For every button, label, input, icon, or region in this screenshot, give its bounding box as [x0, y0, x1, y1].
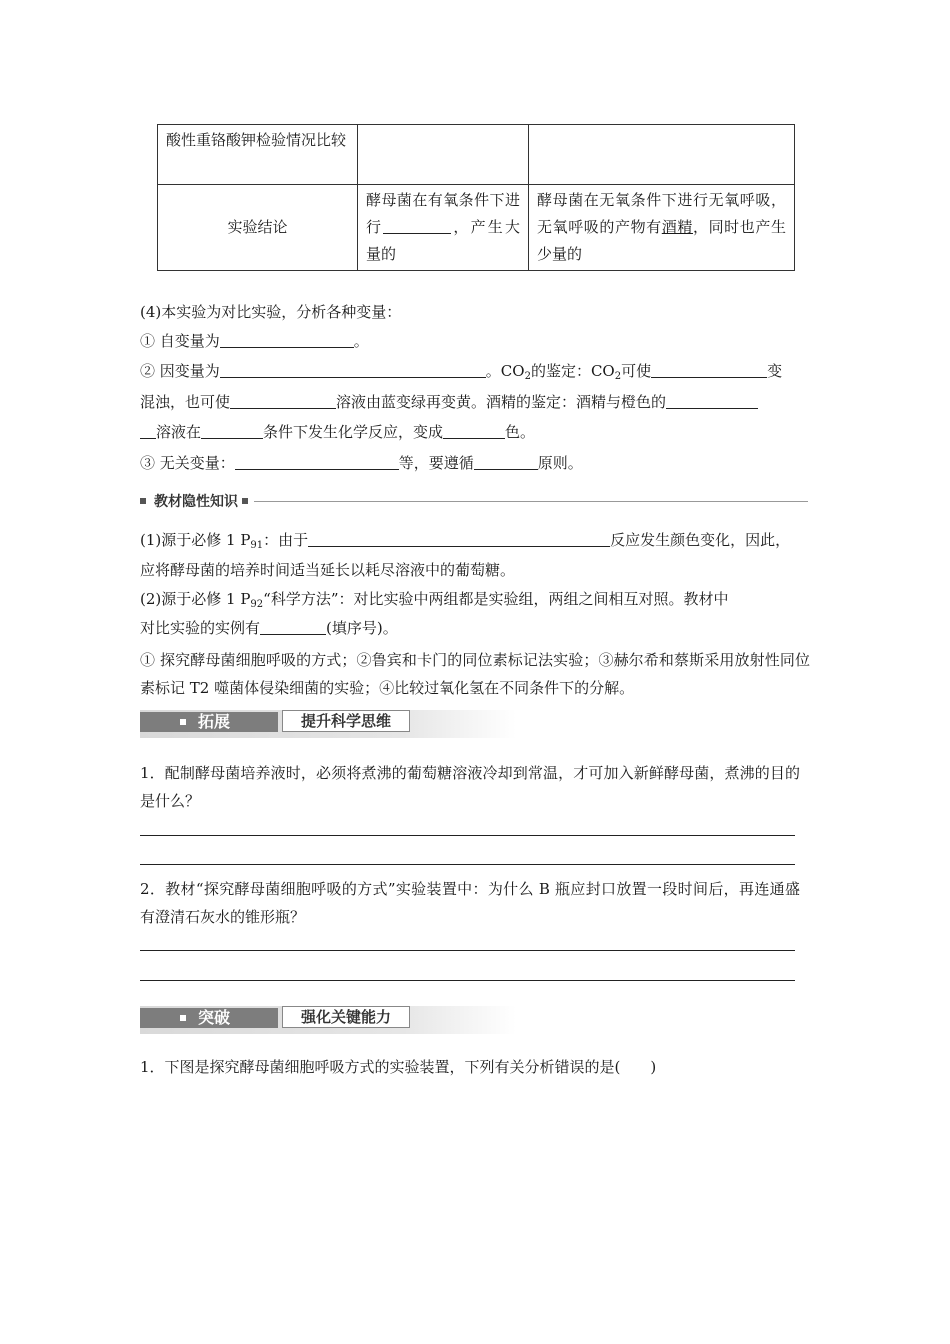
- answer-blank[interactable]: [443, 423, 505, 439]
- aerobic-cell: [358, 125, 529, 185]
- answer-blank[interactable]: [235, 454, 399, 470]
- square-bullet-icon: [180, 1015, 186, 1021]
- text: 条件下发生化学反应，变成: [263, 423, 444, 441]
- text: ③ 无关变量：: [140, 454, 235, 472]
- section-header: [140, 492, 808, 510]
- text: “科学方法”：对比实验中两组都是实验组，两组之间相互对照。教材中: [263, 590, 729, 608]
- square-bullet-icon: [180, 719, 186, 725]
- anaerobic-cell: [529, 185, 795, 271]
- answer-blank[interactable]: [260, 619, 326, 635]
- answer-blank[interactable]: [140, 423, 156, 439]
- answer-blank[interactable]: [474, 454, 538, 470]
- divider: [254, 501, 808, 502]
- cell-text: 酵母菌在有氧条件下进行: [366, 191, 520, 236]
- text: 色。: [505, 423, 536, 441]
- text: 变: [767, 362, 783, 380]
- section-title: 教材隐性知识: [154, 494, 238, 510]
- answer-blank[interactable]: [230, 393, 336, 409]
- text: (2)源于必修 1 P: [140, 590, 251, 608]
- q4-line-2: [140, 357, 812, 385]
- banner-extension: [140, 710, 516, 738]
- ext-question-1: 1．配制酵母菌培养液时，必须将煮沸的葡萄糖溶液冷却到常温，才可加入新鲜酵母菌，煮沸的目的是什么？: [140, 764, 800, 810]
- banner-label-box: [140, 712, 278, 732]
- text: ：由于: [263, 531, 309, 549]
- square-bullet-icon: [140, 498, 146, 504]
- text: 溶液由蓝变绿再变黄。酒精的鉴定：酒精与橙色的: [336, 393, 667, 411]
- hidden-p3: ① 探究酵母菌细胞呼吸的方式；②鲁宾和卡门的同位素标记法实验；③赫尔希和蔡斯采用放射性同位素标记 T2 噬菌体侵染细菌的实验；④比较过氧化氢在不同条件下的分解。: [140, 651, 810, 697]
- text: 可使: [621, 362, 652, 380]
- banner-breakthrough: [140, 1006, 516, 1034]
- text: 等，要遵循: [398, 454, 474, 472]
- answer-line[interactable]: [140, 980, 795, 981]
- q4-line-1: [140, 327, 812, 355]
- q4-line-5: [140, 449, 812, 477]
- banner-label: 拓展: [198, 712, 231, 731]
- aerobic-cell: [358, 185, 529, 271]
- answer-blank[interactable]: [220, 332, 354, 348]
- hidden-p2-line-1: [140, 585, 812, 613]
- text: 。: [353, 332, 369, 350]
- text: 原则。: [537, 454, 583, 472]
- underlined-answer: 酒精: [661, 218, 693, 236]
- cell-text: ，产生大量的: [366, 218, 520, 263]
- answer-line[interactable]: [140, 864, 795, 865]
- table-row: [158, 125, 795, 185]
- square-bullet-icon: [242, 498, 248, 504]
- answer-line[interactable]: [140, 835, 795, 836]
- answer-blank[interactable]: [383, 218, 451, 234]
- q4-intro: (4)本实验为对比实验，分析各种变量：: [140, 303, 402, 321]
- text: 混浊，也可使: [140, 393, 231, 411]
- subscript: 2: [524, 371, 531, 382]
- text: ① 自变量为: [140, 332, 220, 350]
- row-label: 实验结论: [158, 185, 358, 271]
- q4-line-4: [140, 418, 812, 446]
- comparison-table: [157, 124, 795, 271]
- ext-question-2: 2．教材“探究酵母菌细胞呼吸的方式”实验装置中：为什么 B 瓶应封口放置一段时间后，再连通盛有澄清石灰水的锥形瓶？: [140, 880, 800, 926]
- cell-text: ，同时也产生少量的: [537, 218, 786, 263]
- answer-blank[interactable]: [201, 423, 263, 439]
- anaerobic-cell: [529, 125, 795, 185]
- text: 。CO: [485, 362, 525, 380]
- answer-blank[interactable]: [666, 393, 758, 409]
- breakthrough-question-1: 1．下图是探究酵母菌细胞呼吸方式的实验装置，下列有关分析错误的是( ): [140, 1058, 657, 1076]
- answer-line[interactable]: [140, 950, 795, 951]
- text: (填序号)。: [326, 619, 398, 637]
- table-row: [158, 185, 795, 271]
- banner-sub: 强化关键能力: [300, 1008, 391, 1026]
- hidden-p1-line-2: 应将酵母菌的培养时间适当延长以耗尽溶液中的葡萄糖。: [140, 561, 516, 579]
- q4-line-3: [140, 388, 812, 416]
- answer-blank[interactable]: [308, 531, 610, 547]
- text: 对比实验的实例有: [140, 619, 261, 637]
- banner-label: 突破: [198, 1008, 231, 1027]
- answer-blank[interactable]: [220, 362, 486, 378]
- answer-blank[interactable]: [651, 362, 767, 378]
- cell-text: 酵母菌在无氧条件下进行无氧呼吸，无氧呼吸的产物有: [537, 191, 786, 236]
- text: (1)源于必修 1 P: [140, 531, 251, 549]
- row-label: 酸性重铬酸钾检验情况比较: [158, 125, 358, 185]
- text: 溶液在: [156, 423, 202, 441]
- banner-label-box: [140, 1008, 278, 1028]
- subscript: 91: [250, 540, 264, 551]
- subscript: 2: [614, 371, 622, 382]
- hidden-p2-line-2: [140, 614, 812, 642]
- subscript: 92: [250, 599, 264, 610]
- banner-sub-box: [282, 710, 410, 732]
- text: 的鉴定：CO: [530, 362, 615, 380]
- banner-sub: 提升科学思维: [300, 712, 391, 730]
- hidden-p1-line-1: [140, 526, 812, 554]
- text: ② 因变量为: [140, 362, 220, 380]
- text: 反应发生颜色变化，因此，: [610, 531, 791, 549]
- banner-sub-box: [282, 1006, 410, 1028]
